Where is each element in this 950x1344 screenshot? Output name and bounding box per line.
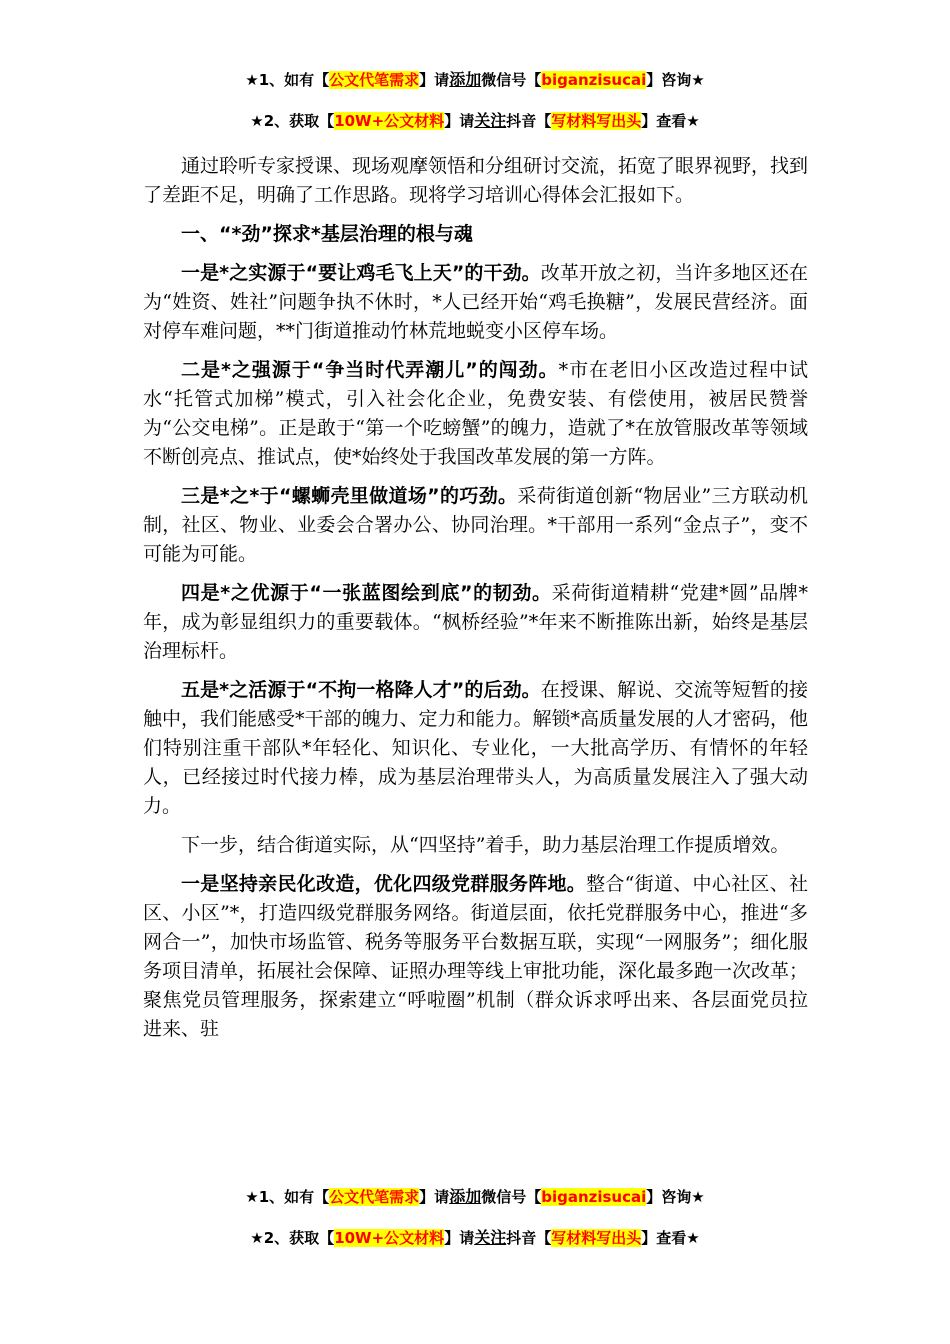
ad-highlight: 公文代笔需求 — [329, 1188, 420, 1206]
footer-ad-line-1 — [0, 1186, 950, 1208]
ad-text: ★1、如有【 — [245, 71, 330, 89]
ad-highlight: 写材料写出头 — [551, 1229, 642, 1247]
paragraph-lead: 二是*之强源于“争当时代弄潮儿”的闯劲。 — [181, 359, 559, 381]
ad-text: ★1、如有【 — [245, 1188, 330, 1206]
ad-text: 抖音【 — [506, 112, 552, 130]
ad-highlight: 10W+公文材料 — [334, 1229, 445, 1247]
ad-emphasis: 关注 — [474, 111, 507, 130]
body-clip — [0, 152, 950, 1174]
ad-highlight: 写材料写出头 — [551, 112, 642, 130]
paragraph-text: *市在老旧小区改造过程中试水“托管式加梯”模式，引入社会化企业，免费安装、有偿使用，被居民赞誉为“公交电梯”。正是敢于“第一个吃螃蟹”的魄力，造就了*在放管服改革等领域不断创亮点、推试点，使*始终处于我国改革发展的第一方阵。 — [143, 359, 808, 468]
paragraph-text: 改革开放之初，当许多地区还在为“姓资、姓社”问题争执不休时，*人已经开始“鸡毛换糖”，发展民营经济。面对停车难问题，**门街道推动竹林荒地蜕变小区停车场。 — [143, 262, 808, 342]
paragraph-text: 整合“街道、中心社区、社区、小区”*，打造四级党群服务网络。街道层面，依托党群服务中心，推进“多网合一”，加快市场监管、税务等服务平台数据互联，实现“一网服务”；细化服务项目清单，拓展社会保障、证照办理等线上审批功能，深化最多跑一次改革；聚焦党员管理服务，探索建立“呼啦圈”机制（群众诉求呼出来、各层面党员拉进来、驻 — [143, 873, 809, 1040]
ad-emphasis: 关注 — [474, 1228, 507, 1247]
ad-text: 】查看★ — [641, 1229, 700, 1247]
footer-ad-line-2 — [0, 1227, 950, 1249]
ad-text: ★2、获取【 — [250, 112, 335, 130]
ad-text: 】请 — [444, 1229, 475, 1247]
ad-text: 微信号【 — [481, 1188, 542, 1206]
ad-text: 】查看★ — [641, 112, 700, 130]
ad-text: 微信号【 — [481, 71, 542, 89]
paragraph-text: 采荷街道创新“物居业”三方联动机制，社区、物业、业委会合署办公、协同治理。*干部用一系列“金点子”，变不可能为可能。 — [143, 485, 808, 565]
section-heading: 一、“*劲”探求*基层治理的根与魂 — [181, 223, 473, 245]
header-ad-line-2 — [0, 110, 950, 132]
ad-text: 】咨询★ — [646, 71, 705, 89]
ad-highlight: biganzisucai — [541, 71, 647, 89]
document-body — [143, 152, 808, 1054]
body-paragraph — [143, 870, 808, 1044]
ad-text: 】咨询★ — [646, 1188, 705, 1206]
header-ad-line-1 — [0, 69, 950, 91]
paragraph-text: 采荷街道精耕“党建*圆”品牌*年，成为彰显组织力的重要载体。“枫桥经验”*年来不断推陈出新，始终是基层治理标杆。 — [143, 582, 808, 662]
ad-highlight: biganzisucai — [541, 1188, 647, 1206]
ad-text: 抖音【 — [506, 1229, 552, 1247]
paragraph-lead: 三是*之*于“螺蛳壳里做道场”的巧劲。 — [181, 485, 518, 507]
paragraph-lead: 一是坚持亲民化改造，优化四级党群服务阵地。 — [181, 873, 587, 895]
paragraph-text: 在授课、解说、交流等短暂的接触中，我们能感受*干部的魄力、定力和能力。解锁*高质量发展的人才密码，他们特别注重干部队*年轻化、知识化、专业化，一大批高学历、有情怀的年轻人，已经接过时代接力棒，成为基层治理带头人，为高质量发展注入了强大动力。 — [143, 679, 809, 817]
body-paragraph — [143, 356, 808, 472]
body-paragraph — [143, 579, 808, 666]
paragraph-lead: 一是*之实源于“要让鸡毛飞上天”的干劲。 — [181, 262, 541, 284]
next-step-paragraph: 下一步，结合街道实际，从“四坚持”着手，助力基层治理工作提质增效。 — [181, 834, 790, 856]
body-paragraph — [143, 259, 808, 346]
paragraph-lead: 五是*之活源于“不拘一格降人才”的后劲。 — [181, 679, 541, 701]
ad-highlight: 公文代笔需求 — [329, 71, 420, 89]
ad-text: 】请 — [419, 1188, 450, 1206]
body-paragraph — [143, 676, 808, 821]
body-paragraph — [143, 482, 808, 569]
ad-emphasis: 添加 — [449, 70, 482, 89]
paragraph-lead: 四是*之优源于“一张蓝图绘到底”的韧劲。 — [181, 582, 552, 604]
ad-highlight: 10W+公文材料 — [334, 112, 445, 130]
intro-paragraph: 通过聆听专家授课、现场观摩领悟和分组研讨交流，拓宽了眼界视野，找到了差距不足，明确了工作思路。现将学习培训心得体会汇报如下。 — [143, 155, 809, 206]
ad-text: 】请 — [444, 112, 475, 130]
ad-text: ★2、获取【 — [250, 1229, 335, 1247]
ad-text: 】请 — [419, 71, 450, 89]
ad-emphasis: 添加 — [449, 1187, 482, 1206]
